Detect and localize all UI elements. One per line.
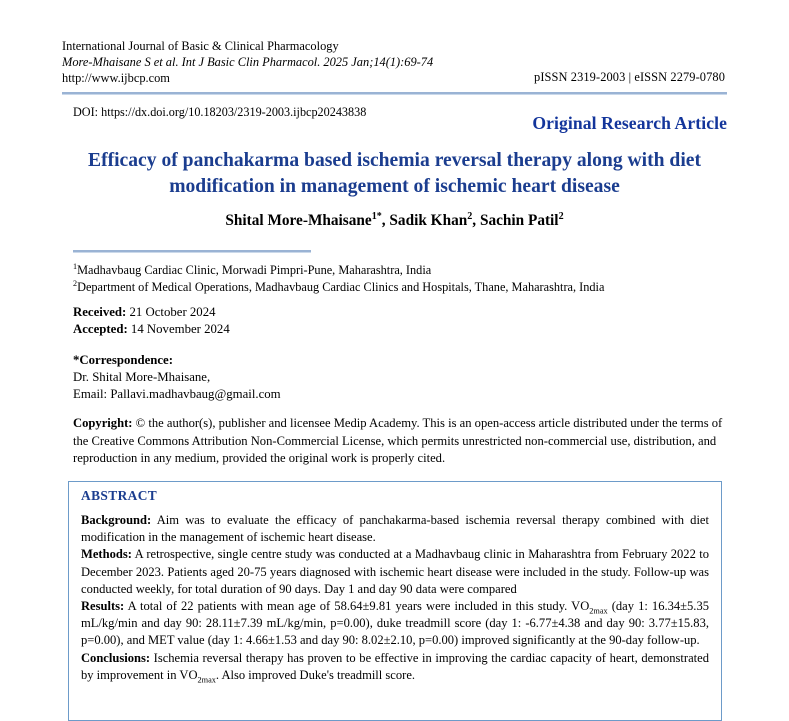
affiliation-list: [73, 262, 723, 295]
abstract-methods-paragraph: [81, 546, 709, 598]
copyright-text: © the author(s), publisher and licensee Medip Academy. This is an open-access article distributed under the terms of the Creative Commons Attribution Non-Commercial License, which permits unrestricted non-commercial use, distribution, and reproduction in any medium, provided the original work is properly cited.: [73, 416, 723, 465]
abstract-background-paragraph: [81, 512, 709, 546]
abstract-results-paragraph: [81, 598, 709, 650]
affiliation-item: [73, 262, 723, 279]
accepted-value: 14 November 2024: [127, 322, 230, 336]
received-line: [73, 304, 230, 321]
affiliation-2-text: Department of Medical Operations, Madhavbaug Cardiac Clinics and Hospitals, Thane, Maharashtra, India: [77, 279, 605, 294]
abstract-methods-label: Methods:: [81, 547, 132, 562]
running-head-left: [62, 38, 433, 87]
journal-name: International Journal of Basic & Clinical Pharmacology: [62, 39, 339, 53]
author-2-superscript: 2: [467, 210, 473, 222]
header-divider-rule: [62, 92, 727, 94]
accepted-label: Accepted:: [73, 322, 128, 336]
vo2max-subscript: 2max: [197, 675, 216, 685]
copyright-block: [73, 415, 725, 468]
affiliation-2-superscript: 2: [73, 278, 78, 288]
author-1-superscript: 1*: [371, 210, 382, 222]
abstract-conclusions-text-1: Ischemia reversal therapy has proven to be effective in improving the cardiac capacity of heart, demonstrated by improvement in VO: [81, 650, 709, 682]
affiliation-divider-rule: [73, 250, 311, 252]
page-title: Efficacy of panchakarma based ischemia reversal therapy along with diet modification in management of ischemic heart disease: [88, 150, 701, 197]
abstract-box: [68, 481, 722, 721]
affiliation-1-superscript: 1: [73, 261, 78, 271]
abstract-results-label: Results:: [81, 599, 125, 614]
author-list: [62, 212, 727, 230]
running-head: [62, 38, 727, 87]
accepted-line: [73, 321, 230, 338]
abstract-background-label: Background:: [81, 513, 152, 527]
submission-dates: [73, 304, 230, 338]
received-label: Received:: [73, 305, 127, 319]
journal-citation: More-Mhaisane S et al. Int J Basic Clin Pharmacol. 2025 Jan;14(1):69-74: [62, 55, 434, 70]
author-1-name: Shital More-Mhaisane: [225, 212, 372, 229]
abstract-body: [81, 512, 709, 684]
doi-link[interactable]: DOI: https://dx.doi.org/10.18203/2319-2003.ijbcp20243838: [73, 105, 367, 119]
correspondence-block: [73, 352, 281, 403]
abstract-conclusions-paragraph: [81, 650, 709, 684]
author-separator-1: ,: [381, 212, 390, 229]
abstract-conclusions-text-2: . Also improved Duke's treadmill score.: [215, 667, 416, 682]
abstract-conclusions-label: Conclusions:: [81, 650, 151, 665]
correspondence-email[interactable]: Email: Pallavi.madhavbaug@gmail.com: [73, 387, 281, 401]
copyright-label: Copyright:: [73, 416, 133, 430]
abstract-results-text-1: A total of 22 patients with mean age of 58.64±9.81 years were included in this study. VO: [124, 599, 590, 614]
author-3-superscript: 2: [558, 210, 564, 222]
author-2-name: Sadik Khan: [389, 212, 468, 229]
affiliation-1-text: Madhavbaug Cardiac Clinic, Morwadi Pimpri-Pune, Maharashtra, India: [77, 263, 432, 277]
author-separator-2: ,: [472, 212, 480, 229]
journal-url[interactable]: http://www.ijbcp.com: [62, 71, 170, 86]
vo2max-subscript: 2max: [589, 606, 608, 616]
abstract-methods-text: A retrospective, single centre study was conducted at a Madhavbaug clinic in Maharashtra from February 2022 to December 2023. Patients aged 20-75 years diagnosed with ischemic heart disease were included in the study. Follow-up was conducted weekly, for total duration of 90 days. Day 1 and day 90 data were compared: [81, 547, 709, 596]
issn-line: pISSN 2319-2003 | eISSN 2279-0780: [534, 70, 725, 84]
affiliation-item: [73, 279, 723, 296]
abstract-results-text-2: (day 1: 16.34±5.35 mL/kg/min and day 90: 28.11±7.39 mL/kg/min, p=0.00), duke treadmill score (day 1: -6.77±4.38 and day 90: 3.77±15.83, p=0.00), and MET value (day 1: 4.66±1.53 and day 90: 8.02±2.10, p=0.00) improved significantly at the 90-day follow-up.: [81, 599, 709, 648]
abstract-background-text: Aim was to evaluate the efficacy of panchakarma-based ischemia reversal therapy combined with diet modification in the management of ischemic heart disease.: [81, 513, 709, 545]
abstract-heading: ABSTRACT: [81, 488, 158, 503]
correspondence-name: Dr. Shital More-Mhaisane,: [73, 370, 211, 384]
author-3-name: Sachin Patil: [479, 212, 559, 229]
received-value: 21 October 2024: [126, 305, 216, 319]
correspondence-heading: *Correspondence:: [73, 353, 173, 367]
article-type-label: Original Research Article: [532, 113, 727, 133]
